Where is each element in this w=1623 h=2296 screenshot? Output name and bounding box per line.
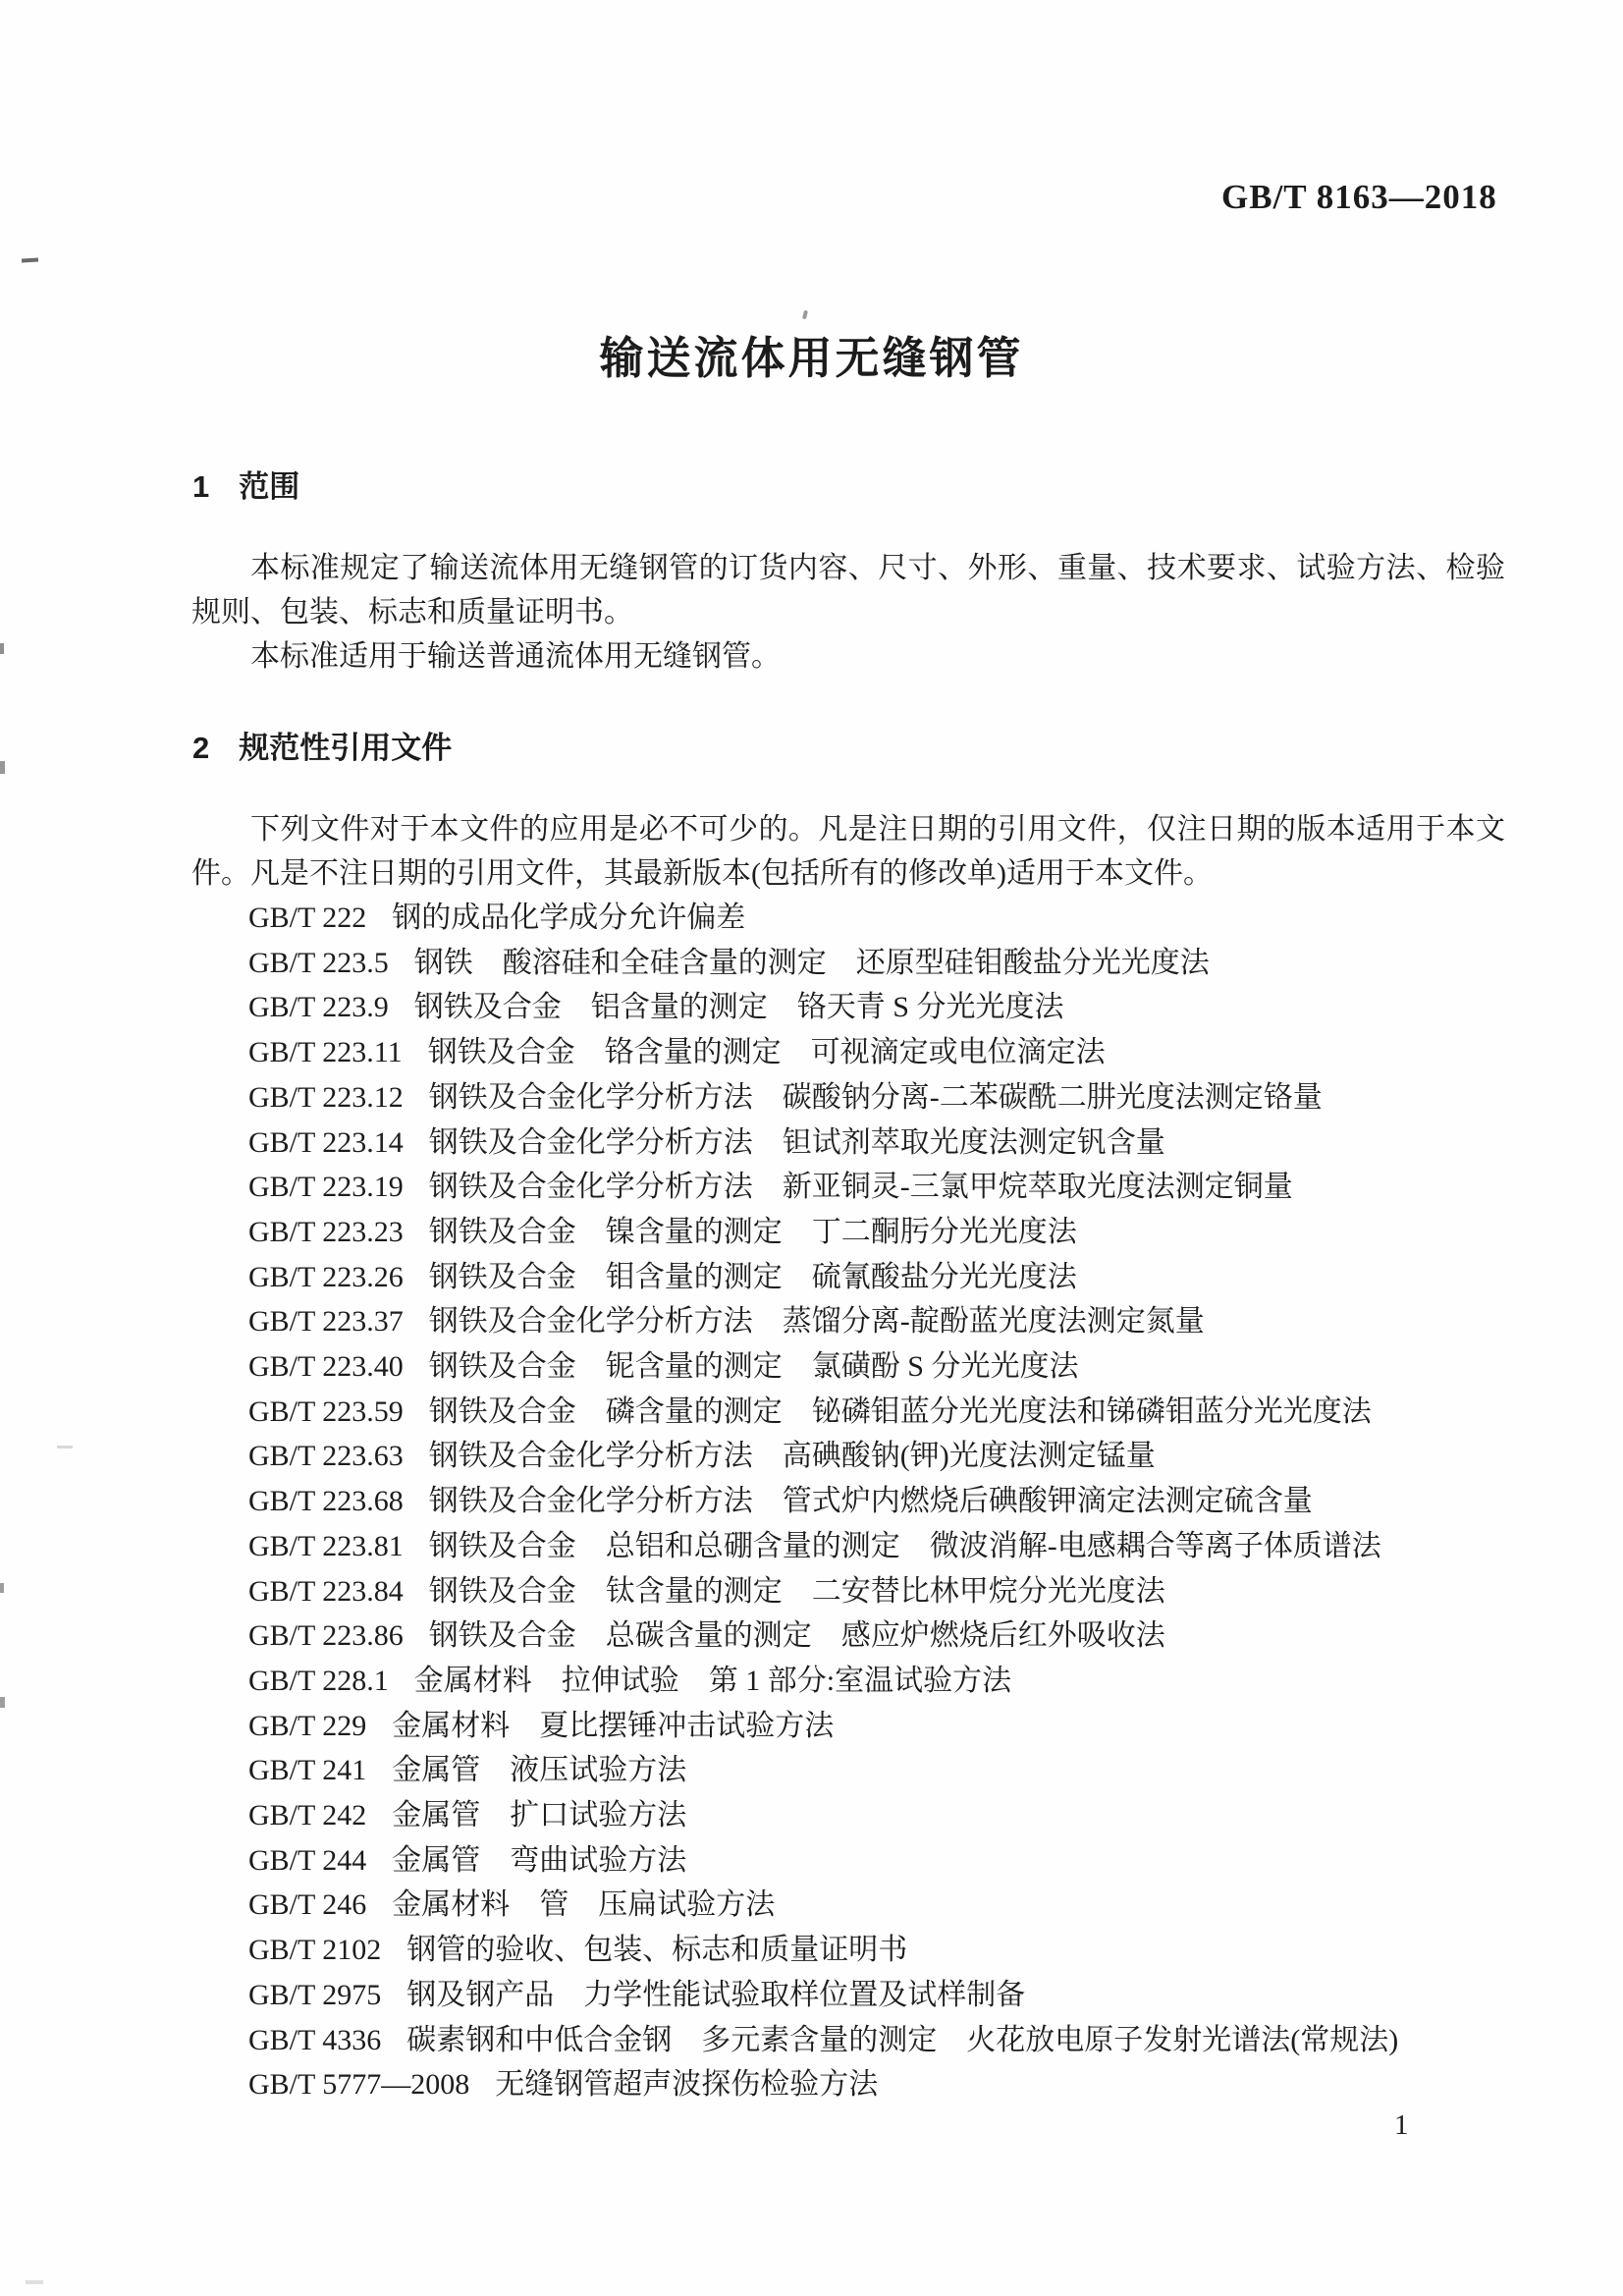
section-1-heading [192, 462, 299, 506]
reference-code: GB/T 241 [248, 1754, 367, 1787]
reference-title: 金属管 液压试验方法 [392, 1754, 687, 1787]
reference-title: 钢铁及合金 总碳含量的测定 感应炉燃烧后红外吸收法 [428, 1619, 1165, 1653]
references-list [248, 896, 1525, 2107]
reference-code: GB/T 223.86 [248, 1619, 404, 1653]
reference-code: GB/T 4336 [248, 2023, 382, 2056]
section-1-title: 范围 [239, 469, 300, 504]
reference-code: GB/T 223.5 [248, 946, 389, 979]
reference-title: 无缝钢管超声波探伤检验方法 [495, 2068, 879, 2102]
reference-item [248, 2062, 1525, 2107]
reference-item [248, 1121, 1525, 1166]
scan-artifact-edge [0, 1583, 4, 1593]
scan-artifact-smudge [57, 1446, 73, 1449]
reference-item [248, 1748, 1525, 1793]
reference-code: GB/T 223.59 [248, 1394, 404, 1428]
reference-item [248, 1704, 1525, 1749]
document-title: 输送流体用无缝钢管 [599, 334, 1024, 383]
section-2-body [191, 807, 1505, 896]
reference-code: GB/T 2102 [248, 1934, 382, 1967]
reference-title: 钢铁及合金 钼含量的测定 硫氰酸盐分光光度法 [428, 1260, 1077, 1293]
reference-code: GB/T 222 [248, 902, 367, 934]
reference-code: GB/T 223.9 [248, 991, 389, 1024]
reference-item [248, 1524, 1525, 1569]
scan-artifact-dot [802, 310, 808, 320]
scope-paragraph-2: 本标准适用于输送普通流体用无缝钢管。 [250, 640, 781, 673]
section-1-body [191, 546, 1505, 679]
reference-item [248, 1928, 1525, 1973]
scope-paragraph-1: 本标准规定了输送流体用无缝钢管的订货内容、尺寸、外形、重量、技术要求、试验方法、检验规则、包装、标志和质量证明书。 [191, 552, 1505, 629]
reference-item [248, 1883, 1525, 1928]
reference-title: 钢铁及合金 铬含量的测定 可视滴定或电位滴定法 [427, 1036, 1106, 1069]
reference-item [248, 896, 1525, 941]
reference-item [248, 1210, 1525, 1255]
reference-code: GB/T 228.1 [248, 1664, 389, 1697]
reference-title: 钢铁及合金 磷含量的测定 铋磷钼蓝分光光度法和锑磷钼蓝分光光度法 [428, 1394, 1372, 1428]
normative-references-intro: 下列文件对于本文件的应用是必不可少的。凡是注日期的引用文件，仅注日期的版本适用于本文件。凡是不注日期的引用文件，其最新版本(包括所有的修改单)适用于本文件。 [191, 813, 1505, 890]
reference-title: 钢铁及合金 铌含量的测定 氯磺酚 S 分光光度法 [428, 1350, 1079, 1384]
reference-item [248, 1479, 1525, 1524]
reference-title: 钢铁及合金化学分析方法 钽试剂萃取光度法测定钒含量 [428, 1125, 1165, 1159]
reference-code: GB/T 223.23 [248, 1215, 404, 1248]
reference-item [248, 1973, 1525, 2018]
page-number: 1 [1394, 2109, 1409, 2141]
reference-title: 钢铁 酸溶硅和全硅含量的测定 还原型硅钼酸盐分光光度法 [413, 946, 1210, 979]
reference-item [248, 985, 1525, 1030]
reference-title: 金属材料 拉伸试验 第 1 部分:室温试验方法 [413, 1664, 1012, 1697]
reference-code: GB/T 229 [248, 1709, 367, 1742]
reference-code: GB/T 223.68 [248, 1485, 404, 1518]
reference-code: GB/T 223.19 [248, 1171, 404, 1204]
reference-code: GB/T 5777—2008 [248, 2068, 470, 2102]
reference-code: GB/T 244 [248, 1843, 367, 1877]
reference-code: GB/T 223.14 [248, 1125, 404, 1159]
reference-title: 金属材料 夏比摆锤冲击试验方法 [392, 1709, 835, 1742]
section-2-title: 规范性引用文件 [239, 731, 453, 765]
reference-title: 金属管 弯曲试验方法 [392, 1843, 687, 1877]
scan-artifact-dash [22, 258, 38, 263]
reference-title: 钢管的验收、包装、标志和质量证明书 [406, 1934, 908, 1967]
reference-code: GB/T 223.84 [248, 1574, 404, 1608]
reference-item [248, 1793, 1525, 1838]
reference-code: GB/T 2975 [248, 1978, 382, 2011]
scan-artifact-edge [0, 643, 4, 654]
reference-title: 钢铁及合金 总铝和总硼含量的测定 微波消解-电感耦合等离子体质谱法 [428, 1529, 1381, 1562]
reference-title: 钢铁及合金化学分析方法 蒸馏分离-靛酚蓝光度法测定氮量 [428, 1305, 1205, 1339]
reference-title: 钢铁及合金 铝含量的测定 铬天青 S 分光光度法 [413, 991, 1064, 1024]
scan-artifact-smudge [26, 2280, 43, 2284]
reference-item [248, 1390, 1525, 1435]
reference-title: 钢铁及合金化学分析方法 新亚铜灵-三氯甲烷萃取光度法测定铜量 [428, 1171, 1293, 1204]
reference-title: 金属材料 管 压扁试验方法 [392, 1888, 776, 1922]
reference-code: GB/T 223.81 [248, 1529, 404, 1562]
reference-code: GB/T 223.12 [248, 1080, 404, 1114]
reference-code: GB/T 242 [248, 1799, 367, 1832]
reference-item [248, 1613, 1525, 1659]
reference-title: 钢铁及合金化学分析方法 碳酸钠分离-二苯碳酰二肼光度法测定铬量 [428, 1080, 1323, 1114]
reference-item [248, 1838, 1525, 1884]
reference-item [248, 1030, 1525, 1075]
reference-title: 钢铁及合金化学分析方法 管式炉内燃烧后碘酸钾滴定法测定硫含量 [428, 1485, 1313, 1518]
reference-code: GB/T 223.63 [248, 1440, 404, 1473]
scan-artifact-edge [0, 1697, 5, 1708]
reference-item [248, 1075, 1525, 1121]
reference-title: 钢铁及合金化学分析方法 高碘酸钠(钾)光度法测定锰量 [428, 1440, 1156, 1473]
reference-code: GB/T 246 [248, 1888, 367, 1922]
section-1-number: 1 [192, 469, 210, 504]
reference-item [248, 1255, 1525, 1300]
reference-item [248, 2018, 1525, 2063]
reference-code: GB/T 223.37 [248, 1305, 404, 1339]
reference-item [248, 1165, 1525, 1210]
section-2-heading [192, 723, 452, 767]
reference-item [248, 1344, 1525, 1390]
reference-item [248, 1299, 1525, 1344]
standard-code-header: GB/T 8163—2018 [1221, 178, 1497, 216]
reference-item [248, 1659, 1525, 1704]
reference-item [248, 941, 1525, 986]
reference-title: 钢铁及合金 钛含量的测定 二安替比林甲烷分光光度法 [428, 1574, 1165, 1608]
reference-title: 碳素钢和中低合金钢 多元素含量的测定 火花放电原子发射光谱法(常规法) [406, 2023, 1399, 2056]
reference-code: GB/T 223.26 [248, 1260, 404, 1293]
reference-title: 钢铁及合金 镍含量的测定 丁二酮肟分光光度法 [428, 1215, 1077, 1248]
reference-code: GB/T 223.11 [248, 1036, 403, 1069]
reference-item [248, 1569, 1525, 1614]
reference-item [248, 1434, 1525, 1479]
reference-title: 金属管 扩口试验方法 [392, 1799, 687, 1832]
reference-title: 钢及钢产品 力学性能试验取样位置及试样制备 [406, 1978, 1026, 2011]
reference-code: GB/T 223.40 [248, 1350, 404, 1384]
reference-title: 钢的成品化学成分允许偏差 [392, 902, 746, 934]
section-2-number: 2 [192, 731, 210, 765]
scan-artifact-edge [0, 761, 5, 774]
